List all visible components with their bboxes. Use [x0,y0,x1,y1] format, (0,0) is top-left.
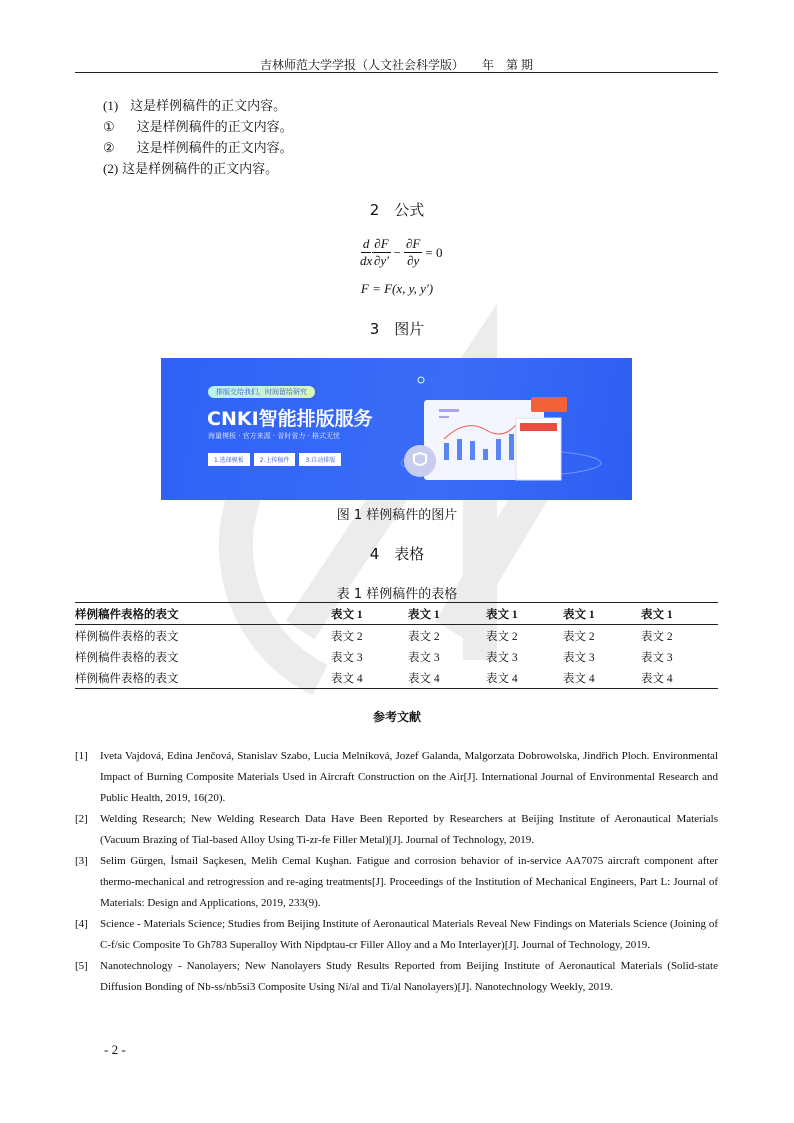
table-row [75,625,718,647]
reference-item [75,746,718,809]
banner-step: 2.上传稿件 [254,453,296,466]
table-cell: 表文 3 [563,651,595,664]
reference-number: [1] [75,750,88,762]
table-header-row [75,603,718,625]
header-rule [75,72,718,73]
reference-item [75,914,718,956]
table-cell: 表文 4 [331,672,363,685]
table-cell: 表文 4 [563,672,595,685]
table-cell: 样例稿件表格的表文 [75,630,179,643]
table-cell: 表文 3 [641,651,673,664]
table-cell: 表文 2 [641,630,673,643]
list-item: ② 这是样例稿件的正文内容。 [103,140,293,155]
section-heading-table: 4 表格 [369,545,425,563]
table-row [75,667,718,689]
banner-subtitle: 海量模板 · 官方来源 · 省时省力 · 格式无忧 [208,432,341,440]
table-header-cell: 表文 1 [408,608,440,621]
reference-number: [4] [75,918,88,930]
table-cell: 表文 2 [486,630,518,643]
equation-1: d dx ∂F ∂y′ − $\frac{\partial F}{\partial y}$ = 0 [360,236,443,268]
banner-step: 3.自动排版 [299,453,341,466]
table-cell: 表文 2 [563,630,595,643]
reference-text: Nanotechnology - Nanolayers; New Nanolayers Study Results Reported from Beijing Institute of Aeronautical Materials (Solid-state Diffusion Bonding of Nb-ss/nb5si3 Composite Using Ni/al and Ti/al Nanolayers)[J]. Nanotechnology Weekly, 2019. [100,960,718,993]
page-number: - 2 - [104,1042,126,1057]
table-cell: 表文 4 [641,672,673,685]
table-header-cell: 表文 1 [563,608,595,621]
section-heading-figure: 3 图片 [369,320,425,338]
table-cell: 表文 3 [408,651,440,664]
table-cell: 表文 4 [408,672,440,685]
banner-steps [208,453,341,466]
reference-text: Iveta Vajdová, Edina Jenčová, Stanislav Szabo, Lucia Melníková, Jozef Galanda, Malgorzata Dobrowolska, Jindřich Ploch. Environmental Impact of Burning Composite Materials Used in Aircraft Construction on the Air[J]. International Journal of Environmental Research and Public Health, 2019, 16(20). [100,750,718,804]
table-row [75,646,718,667]
banner-title: CNKI智能排版服务 [207,408,373,430]
reference-item [75,809,718,851]
list-item: (2) 这是样例稿件的正文内容。 [103,161,279,176]
table-header-cell: 表文 1 [331,608,363,621]
reference-number: [2] [75,813,88,825]
equation-2: F = F(x, y, y′) [360,281,434,296]
table-header-cell: 样例稿件表格的表文 [75,608,179,621]
reference-item [75,851,718,914]
table-cell: 表文 2 [408,630,440,643]
reference-text: Selim Gürgen, İsmail Saçkesen, Melih Cemal Kuşhan. Fatigue and corrosion behavior of in-service AA7075 aircraft component after thermo-mechanical and retrogression and re-aging treatments[J]. Proceedings of the Institution of Mechanical Engineers, Part L: Journal of Materials: Design and Applications, 2019, 233(9). [100,855,718,909]
table-cell: 表文 3 [331,651,363,664]
table-header-cell: 表文 1 [486,608,518,621]
table-cell: 表文 4 [486,672,518,685]
cnki-banner-image [161,358,632,500]
table-cell: 表文 3 [486,651,518,664]
sample-table [75,602,718,689]
reference-text: Welding Research; New Welding Research Data Have Been Reported by Researchers at Beijing Institute of Aeronautical Materials (Vacuum Brazing of Tial-based Alloy Using Ti-zr-fe Filler Metal)[J]. Journal of Technology, 2019. [100,813,718,846]
table-cell: 样例稿件表格的表文 [75,651,179,664]
reference-list [75,746,718,998]
references-heading: 参考文献 [372,710,421,724]
list-item: ① 这是样例稿件的正文内容。 [103,119,293,134]
reference-item [75,956,718,998]
table-caption: 表 1 样例稿件的表格 [336,587,458,602]
table-cell: 样例稿件表格的表文 [75,672,179,685]
reference-number: [3] [75,855,88,867]
banner-chart-illustration [391,373,611,488]
table-header-cell: 表文 1 [641,608,673,621]
reference-number: [5] [75,960,88,972]
figure-caption: 图 1 样例稿件的图片 [336,508,458,523]
banner-tagline: 排版交给我们，时间留给研究 [208,386,315,398]
table-cell: 表文 2 [331,630,363,643]
section-heading-formula: 2 公式 [369,201,425,219]
list-item: (1) 这是样例稿件的正文内容。 [103,98,287,113]
running-header: 吉林师范大学学报（人文社会科学版） 年 第 期 [259,58,533,72]
banner-step: 1.选择模板 [208,453,250,466]
reference-text: Science - Materials Science; Studies from Beijing Institute of Aeronautical Materials Reveal New Findings on Materials Science (Joining of C-f/sic Composite To Gh783 Superalloy With Nipdptau-cr Filler Alloy and a Mo Interlayer)[J]. Journal of Technology, 2019. [100,918,718,951]
